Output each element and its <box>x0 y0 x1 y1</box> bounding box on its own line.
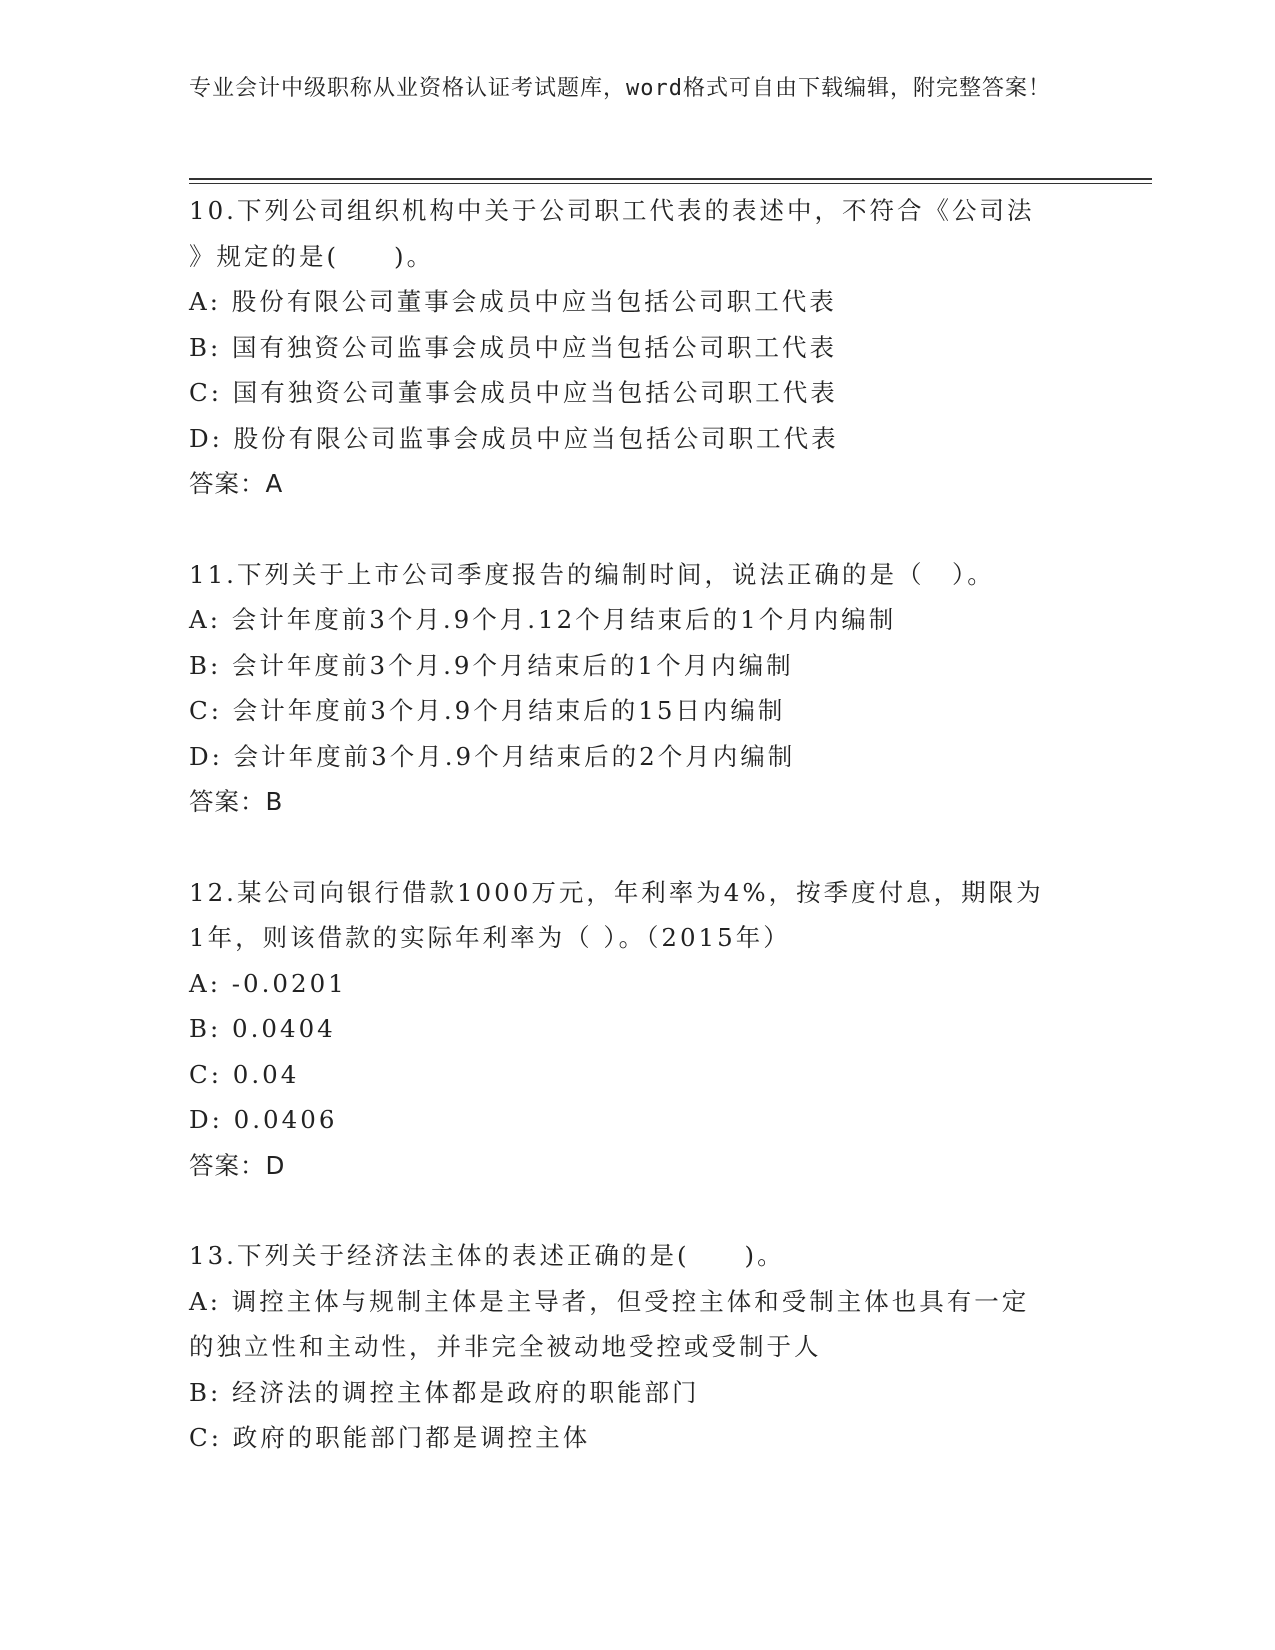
option-d: D: 0.0406 <box>189 1105 338 1134</box>
option-b: B: 会计年度前3个月.9个月结束后的1个月内编制 <box>189 650 794 680</box>
option-a: A: 股份有限公司董事会成员中应当包括公司职工代表 <box>189 287 837 316</box>
option-c: C: 0.04 <box>189 1059 300 1089</box>
question-stem: 》规定的是( )。 <box>189 241 435 271</box>
answer: 答案：A <box>189 469 284 498</box>
option-b: B: 国有独资公司监事会成员中应当包括公司职工代表 <box>189 332 838 362</box>
question-stem: 11.下列关于上市公司季度报告的编制时间，说法正确的是（ ）。 <box>189 559 995 589</box>
answer: 答案：B <box>189 787 284 816</box>
header-divider-thin <box>189 183 1152 184</box>
question-13 <box>189 1233 1099 1461</box>
question-stem: 13.下列关于经济法主体的表述正确的是( )。 <box>189 1241 785 1270</box>
option-d: D: 股份有限公司监事会成员中应当包括公司职工代表 <box>189 423 839 453</box>
option-b: B: 0.0404 <box>189 1014 336 1043</box>
question-12 <box>189 870 1099 1189</box>
option-c: C: 会计年度前3个月.9个月结束后的15日内编制 <box>189 696 786 725</box>
option-a: A: 会计年度前3个月.9个月.12个月结束后的1个月内编制 <box>189 605 897 634</box>
question-stem: 12.某公司向银行借款1000万元，年利率为4%，按季度付息，期限为 <box>189 877 1044 907</box>
question-stem: 1年，则该借款的实际年利率为（ ）。（2015年） <box>189 923 791 952</box>
option-a: A: 调控主体与规制主体是主导者，但受控主体和受制主体也具有一定 <box>189 1286 1030 1316</box>
question-list <box>189 188 1099 1506</box>
option-a-continued: 的独立性和主动性，并非完全被动地受控或受制于人 <box>189 1332 822 1361</box>
question-10 <box>189 188 1099 507</box>
option-a: A: -0.0201 <box>189 968 347 998</box>
option-c: C: 国有独资公司董事会成员中应当包括公司职工代表 <box>189 378 838 407</box>
answer: 答案：D <box>189 1150 286 1180</box>
option-d: D: 会计年度前3个月.9个月结束后的2个月内编制 <box>189 741 796 771</box>
option-b: B: 经济法的调控主体都是政府的职能部门 <box>189 1377 700 1407</box>
header-divider-thick <box>189 178 1152 180</box>
question-11 <box>189 552 1099 825</box>
option-c: C: 政府的职能部门都是调控主体 <box>189 1423 591 1452</box>
question-stem: 10.下列公司组织机构中关于公司职工代表的表述中，不符合《公司法 <box>189 196 1035 225</box>
document-header: 专业会计中级职称从业资格认证考试题库，word格式可自由下载编辑，附完整答案！ <box>189 76 1051 101</box>
